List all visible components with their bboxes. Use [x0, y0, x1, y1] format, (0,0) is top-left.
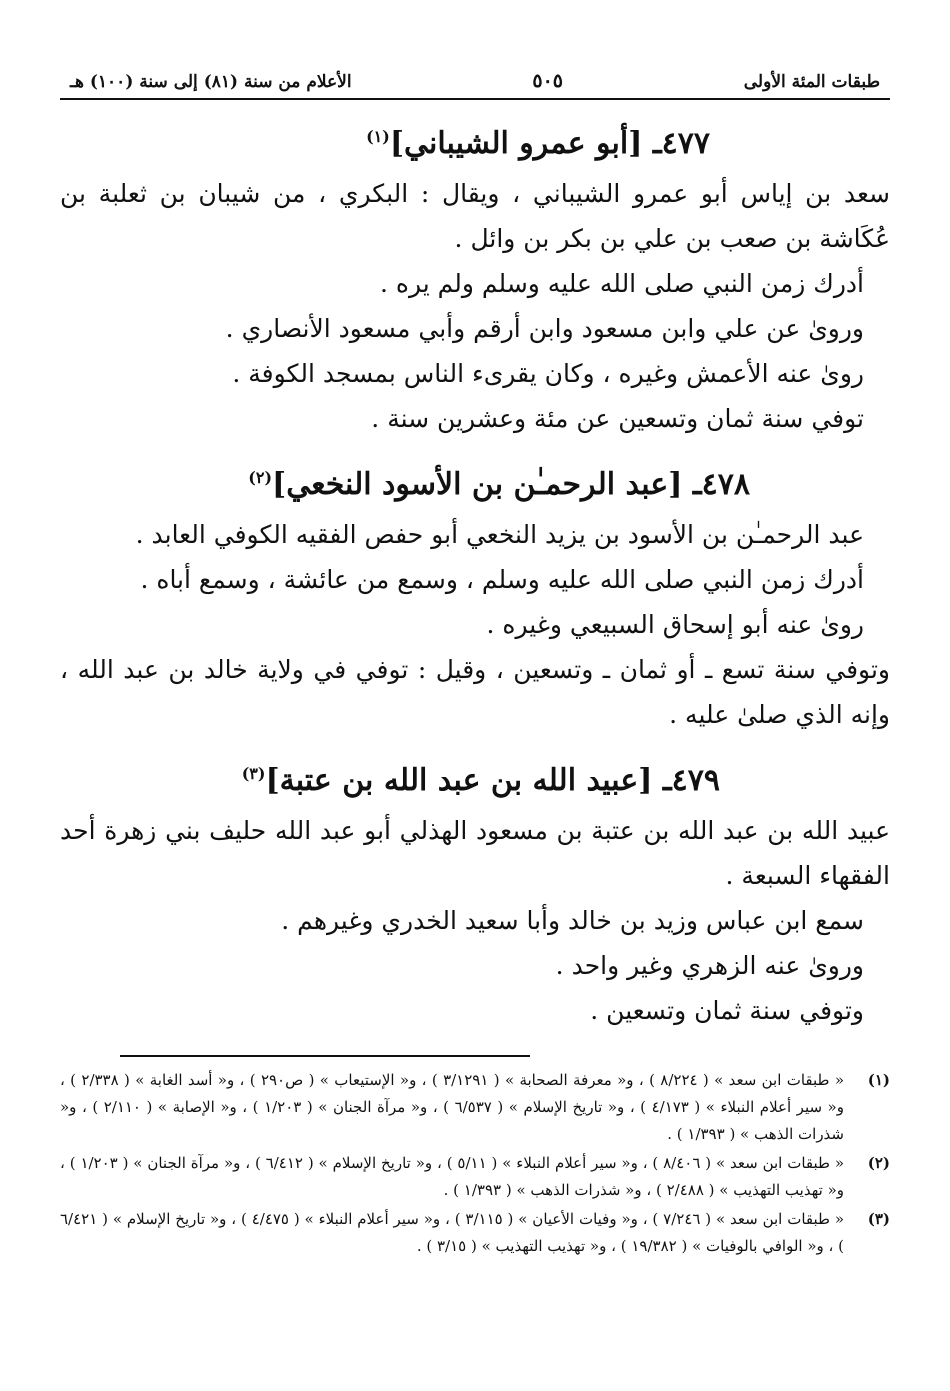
entry-paragraph: عبد الرحمـٰن بن الأسود بن يزيد النخعي أبو حفص الفقيه الكوفي العابد .	[135, 520, 864, 549]
biography-entry	[60, 126, 890, 441]
entry-title	[60, 763, 890, 798]
page-number: ٥٠٥	[532, 70, 563, 92]
footnote-text: « طبقات ابن سعد » ( ٨/٢٢٤ ) ، و« معرفة الصحابة » ( ٣/١٢٩١ ) ، و« الإستيعاب » ( ص٢٩٠ ) ، و« أسد الغابة » ( ٢/٣٣٨ ) ، و« سير أعلام النبلاء » ( ٤/١٧٣ ) ، و« تاريخ الإسلام » ( ٦/٥٣٧ ) ، و« مرآة الجنان » ( ١/٢٠٣ ) ، و« الإصابة » ( ٢/١١٠ ) ، و« شذرات الذهب » ( ١/٣٩٣ ) .	[60, 1071, 845, 1143]
entry-title-text: ٤٧٧ـ [أبو عمرو الشيباني]	[389, 126, 710, 161]
footnote-marker: (٢)	[248, 468, 273, 487]
entry-paragraph: روىٰ عنه أبو إسحاق السبيعي وغيره .	[486, 610, 864, 639]
footnote-marker: (١)	[366, 127, 390, 146]
entry-paragraph: وتوفي سنة ثمان وتسعين .	[590, 996, 864, 1025]
entry-paragraph: وروىٰ عن علي وابن مسعود وابن أرقم وأبي مسعود الأنصاري .	[225, 314, 864, 343]
entry-paragraph: توفي سنة ثمان وتسعين عن مئة وعشرين سنة .	[371, 404, 864, 433]
header-book-title: طبقات المئة الأولى	[743, 72, 880, 92]
entry-paragraph: سمع ابن عباس وزيد بن خالد وأبا سعيد الخدري وغيرهم .	[281, 906, 864, 935]
footnote-text: « طبقات ابن سعد » ( ٧/٢٤٦ ) ، و« وفيات الأعيان » ( ٣/١١٥ ) ، و« سير أعلام النبلاء » ( ٤/٤٧٥ ) ، و« تاريخ الإسلام » ( ٦/٤٢١ ) ، و« الوافي بالوفيات » ( ١٩/٣٨٢ ) ، و« تهذيب التهذيب » ( ٣/١٥ ) .	[60, 1210, 844, 1255]
footnote-number: (٢)	[867, 1154, 890, 1172]
footnotes	[60, 1067, 890, 1260]
entry-title	[60, 126, 890, 161]
entry-title-text: ٤٧٩ـ [عبيد الله بن عبد الله بن عتبة]	[265, 763, 720, 798]
entry-paragraph: سعد بن إياس أبو عمرو الشيباني ، ويقال : البكري ، من شيبان بن ثعلبة بن عُكَاشة بن صعب بن علي بن بكر بن وائل .	[60, 179, 890, 253]
entry-paragraph: أدرك زمن النبي صلى الله عليه وسلم ولم يره .	[379, 269, 864, 298]
footnote	[60, 1067, 890, 1148]
biography-entry	[60, 763, 890, 1033]
footnote-divider	[120, 1055, 530, 1057]
entry-paragraph: عبيد الله بن عبد الله بن عتبة بن مسعود الهذلي أبو عبد الله حليف بني زهرة أحد الفقهاء السبعة .	[60, 816, 890, 890]
entry-title	[60, 467, 890, 502]
footnote-text: « طبقات ابن سعد » ( ٨/٤٠٦ ) ، و« سير أعلام النبلاء » ( ٥/١١ ) ، و« تاريخ الإسلام » ( ٦/٤١٢ ) ، و« مرآة الجنان » ( ١/٢٠٣ ) ، و« تهذيب التهذيب » ( ٢/٤٨٨ ) ، و« شذرات الذهب » ( ١/٣٩٣ ) .	[60, 1154, 844, 1199]
footnote-number: (١)	[867, 1071, 890, 1089]
footnote-marker: (٣)	[241, 764, 266, 783]
entry-paragraph: روىٰ عنه الأعمش وغيره ، وكان يقرىء الناس بمسجد الكوفة .	[232, 359, 864, 388]
biography-entry	[60, 467, 890, 737]
running-header	[60, 70, 890, 100]
entry-paragraph: ورویٰ عنه الزهري وغير واحد .	[555, 951, 864, 980]
header-section-title: الأعلام من سنة (٨١) إلى سنة (١٠٠) هـ	[70, 72, 352, 92]
entry-paragraph: وتوفي سنة تسع ـ أو ثمان ـ وتسعين ، وقيل : توفي في ولاية خالد بن عبد الله ، وإنه الذي صلىٰ عليه .	[60, 655, 890, 729]
entry-title-text: ٤٧٨ـ [عبد الرحمـٰن بن الأسود النخعي]	[272, 467, 750, 502]
footnote-number: (٣)	[867, 1210, 890, 1228]
footnote	[60, 1150, 890, 1204]
footnote	[60, 1206, 890, 1260]
entry-paragraph: أدرك زمن النبي صلى الله عليه وسلم ، وسمع من عائشة ، وسمع أباه .	[140, 565, 864, 594]
